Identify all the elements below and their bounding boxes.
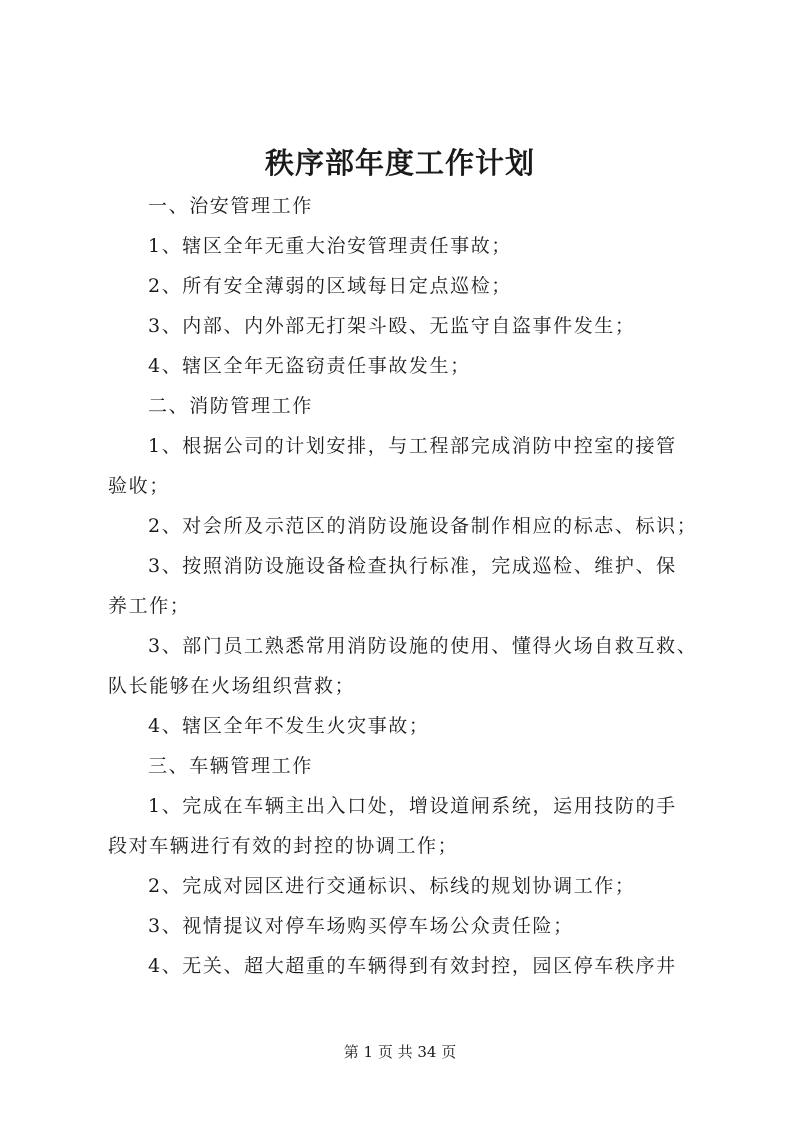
paragraph-line: 4、无关、超大超重的车辆得到有效封控，园区停车秩序井 — [148, 955, 677, 977]
paragraph-line: 3、按照消防设施设备检查执行标准，完成巡检、维护、保 — [148, 555, 677, 577]
paragraph-line: 1、根据公司的计划安排，与工程部完成消防中控室的接管 — [148, 435, 677, 457]
paragraph-line: 1、完成在车辆主出入口处，增设道闸系统，运用技防的手 — [148, 795, 677, 817]
paragraph-line: 二、消防管理工作 — [148, 395, 313, 417]
paragraph-line: 2、对会所及示范区的消防设施设备制作相应的标志、标识； — [148, 515, 698, 537]
paragraph-line: 4、辖区全年无盗窃责任事故发生； — [148, 355, 471, 377]
paragraph-line: 2、所有安全薄弱的区域每日定点巡检； — [148, 275, 512, 297]
paragraph-line: 3、部门员工熟悉常用消防设施的使用、懂得火场自救互救、 — [148, 635, 698, 657]
paragraph-line: 段对车辆进行有效的封控的协调工作； — [108, 835, 459, 857]
paragraph-line: 1、辖区全年无重大治安管理责任事故； — [148, 235, 512, 257]
paragraph-line: 养工作； — [108, 595, 191, 617]
document-title: 秩序部年度工作计划 — [264, 146, 535, 180]
document-body — [108, 186, 708, 986]
page-number-footer: 第 1 页 共 34 页 — [343, 1043, 457, 1061]
paragraph-line: 验收； — [108, 475, 170, 497]
paragraph-line: 三、车辆管理工作 — [148, 755, 313, 777]
paragraph-line: 3、内部、内外部无打架斗殴、无监守自盗事件发生； — [148, 315, 636, 337]
paragraph-line: 4、辖区全年不发生火灾事故； — [148, 715, 430, 737]
paragraph-line: 2、完成对园区进行交通标识、标线的规划协调工作； — [148, 875, 636, 897]
paragraph-line: 一、治安管理工作 — [148, 195, 313, 217]
paragraph-line: 队长能够在火场组织营救； — [108, 675, 356, 697]
paragraph-line: 3、视情提议对停车场购买停车场公众责任险； — [148, 915, 574, 937]
